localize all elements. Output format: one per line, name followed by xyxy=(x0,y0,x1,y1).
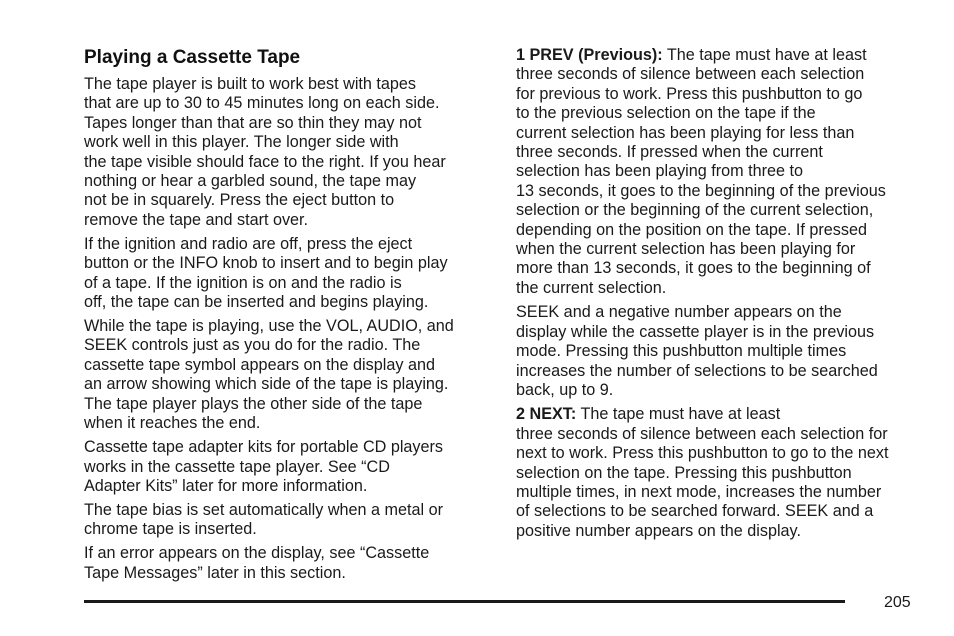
prev-label: 1 PREV (Previous): xyxy=(516,46,663,64)
right-column xyxy=(516,46,926,546)
paragraph-tape-length: The tape player is built to work best with tapes that are up to 30 to 45 minutes long on each side. Tapes longer than that are so thin they may not work well in this player. The longer side with the tape visible should face to the right. If you hear nothing or hear a garbled sound, the tape may not be in squarely. Press the eject button to remove the tape and start over. xyxy=(84,75,446,229)
footer-rule xyxy=(84,600,845,603)
paragraph-ignition: If the ignition and radio are off, press the eject button or the INFO knob to insert and to begin play of a tape. If the ignition is on and the radio is off, the tape can be inserted and begins playing. xyxy=(84,234,448,312)
prev-text: The tape must have at least three seconds of silence between each selection for previous to work. Press this pushbutton to go to the previous selection on the tape if the current selection has been playing for less than three seconds. If pressed when the current selection has been playing from three to 13 seconds, it goes to the beginning of the previous selection or the beginning of the current selection, depending on the position on the tape. If pressed when the current selection has been playing for more than 13 seconds, it goes to the beginning of the current selection. xyxy=(516,46,886,297)
next-label: 2 NEXT: xyxy=(516,405,577,424)
paragraph-controls: While the tape is playing, use the VOL, AUDIO, and SEEK controls just as you do for the radio. The cassette tape symbol appears on the display and an arrow showing which side of the tape is playing. The tape player plays the other side of the tape when it reaches the end. xyxy=(84,317,454,433)
paragraph-tape-bias: The tape bias is set automatically when a metal or chrome tape is inserted. xyxy=(84,500,444,539)
paragraph-prev xyxy=(516,46,926,298)
paragraph-error: If an error appears on the display, see “Cassette Tape Messages” later in this section. xyxy=(84,544,430,582)
section-heading: Playing a Cassette Tape xyxy=(84,47,301,68)
left-column xyxy=(84,46,494,588)
page-number: 205 xyxy=(884,594,911,611)
paragraph-adapter-kits: Cassette tape adapter kits for portable CD players works in the cassette tape player. See “CD Adapter Kits” later for more information. xyxy=(84,438,444,495)
paragraph-next xyxy=(516,405,926,541)
next-text: The tape must have at least three seconds of silence between each selection for next to work. Press this pushbutton to go to the next selection on the tape. Pressing this pushbutton multiple times, in next mode, increases the number of selections to be searched forward. SEEK and a positive number appears on the display. xyxy=(516,405,889,540)
paragraph-seek: SEEK and a negative number appears on the display while the cassette player is in the previous mode. Pressing this pushbutton multiple times increases the number of selections to be searched back, up to 9. xyxy=(516,303,878,399)
